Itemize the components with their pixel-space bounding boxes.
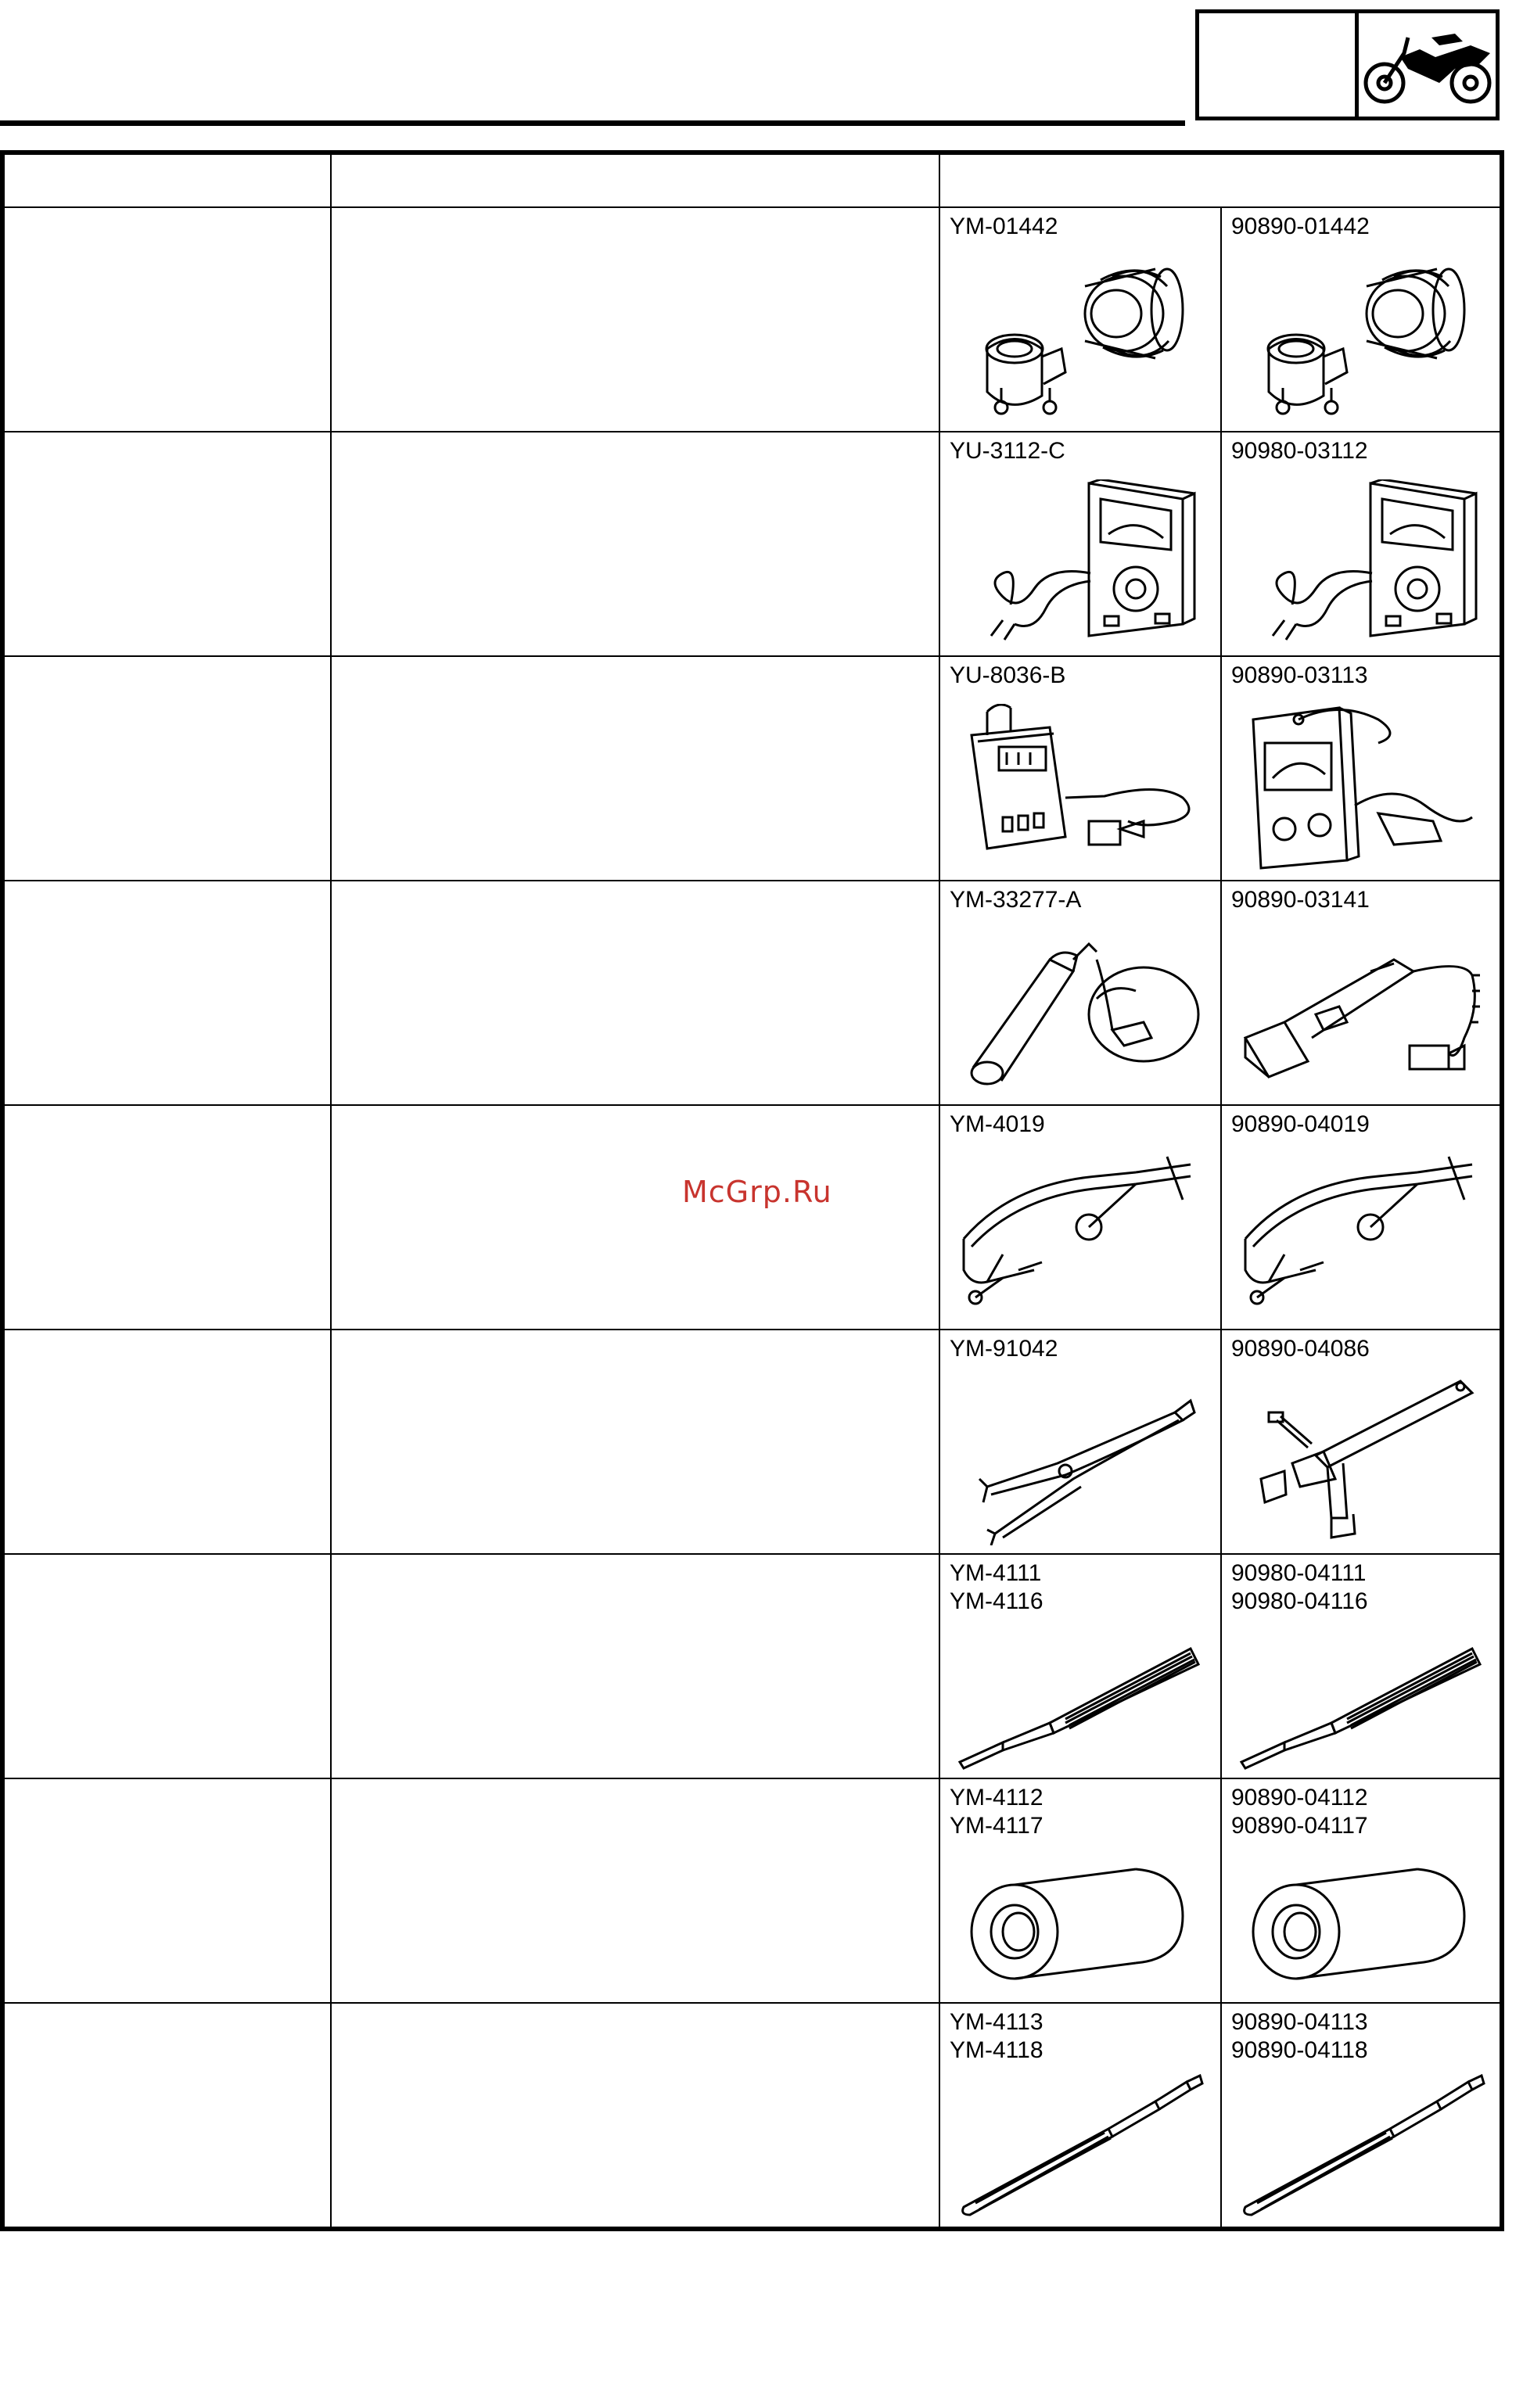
part-number-line: 90890-01442 <box>1231 214 1370 239</box>
fork-seal-driver-icon <box>956 255 1206 423</box>
part-number-line: YU-3112-C <box>950 438 1065 464</box>
tool-name-cell <box>2 207 331 432</box>
part-number-line: YM-01442 <box>950 214 1058 239</box>
part-number-line: YM-4111 <box>950 1560 1042 1586</box>
tool-description-cell <box>331 1778 939 2003</box>
tool-name-cell <box>2 1554 331 1778</box>
intl-part-number-cell <box>1221 1554 1502 1778</box>
part-number-line: 90890-04118 <box>1231 2037 1368 2063</box>
motorcycle-icon-box <box>1359 13 1496 117</box>
table-row <box>2 207 1502 432</box>
part-number-line: 90980-04116 <box>1231 1588 1368 1614</box>
intl-part-number <box>1231 437 1368 465</box>
us-part-number-cell <box>939 1330 1221 1554</box>
part-number-line: YM-4116 <box>950 1588 1043 1614</box>
tool-name-cell <box>2 432 331 656</box>
us-part-number-cell <box>939 1105 1221 1330</box>
us-part-number <box>950 662 1065 690</box>
table-row <box>2 1778 1502 2003</box>
intl-part-number <box>1231 1111 1370 1139</box>
us-part-number-cell <box>939 881 1221 1105</box>
tool-name-cell <box>2 881 331 1105</box>
header-cell-1 <box>2 153 331 207</box>
timing-light-icon <box>1237 928 1488 1096</box>
part-number-line: YM-4019 <box>950 1111 1045 1137</box>
part-number-line: 90980-04111 <box>1231 1560 1367 1586</box>
valve-guide-remover-icon <box>1237 1602 1488 1770</box>
us-part-number <box>950 1111 1045 1139</box>
valve-guide-reamer-icon <box>1237 2051 1488 2219</box>
us-part-number-cell <box>939 656 1221 881</box>
valve-guide-installer-icon <box>956 1826 1206 1994</box>
valve-guide-remover-icon <box>956 1602 1206 1770</box>
intl-part-number-cell <box>1221 207 1502 432</box>
timing-light-icon <box>956 928 1206 1096</box>
intl-part-number-cell <box>1221 432 1502 656</box>
tool-description-cell <box>331 1105 939 1330</box>
table-row <box>2 656 1502 881</box>
us-part-number <box>950 1335 1058 1363</box>
header-rule <box>0 120 1185 126</box>
part-number-line: YM-4117 <box>950 1813 1043 1839</box>
pocket-tester-icon <box>956 479 1206 648</box>
intl-part-number <box>1231 1335 1370 1363</box>
tachometer-icon <box>956 704 1206 872</box>
tool-description-cell <box>331 881 939 1105</box>
valve-guide-reamer-icon <box>956 2051 1206 2219</box>
us-part-number-cell <box>939 432 1221 656</box>
us-part-number-cell <box>939 2003 1221 2229</box>
clutch-holder-icon <box>956 1377 1206 1545</box>
part-number-line: 90890-03141 <box>1231 887 1370 913</box>
intl-part-number <box>1231 886 1370 914</box>
us-part-number-cell <box>939 1778 1221 2003</box>
part-number-line: YM-4118 <box>950 2037 1043 2063</box>
tool-description-cell <box>331 432 939 656</box>
table-row <box>2 1554 1502 1778</box>
tool-description-cell <box>331 207 939 432</box>
us-part-number <box>950 886 1081 914</box>
table-row <box>2 1330 1502 1554</box>
valve-spring-compressor-icon <box>956 1153 1206 1321</box>
part-number-line: YM-4112 <box>950 1785 1043 1810</box>
part-number-line: 90890-04086 <box>1231 1336 1370 1362</box>
table-row <box>2 881 1502 1105</box>
part-number-line: 90890-04112 <box>1231 1785 1368 1810</box>
us-part-number <box>950 213 1058 241</box>
intl-part-number-cell <box>1221 1778 1502 2003</box>
valve-guide-installer-icon <box>1237 1826 1488 1994</box>
tachometer-icon <box>1237 704 1488 872</box>
pocket-tester-icon <box>1237 479 1488 648</box>
part-number-line: YM-33277-A <box>950 887 1082 913</box>
header-cell-2 <box>331 153 939 207</box>
tool-description-cell <box>331 1554 939 1778</box>
chapter-badge <box>1195 9 1500 120</box>
tool-description-cell <box>331 656 939 881</box>
tool-description-cell <box>331 1330 939 1554</box>
tool-name-cell <box>2 1330 331 1554</box>
part-number-line: 90890-04019 <box>1231 1111 1370 1137</box>
tool-name-cell <box>2 1778 331 2003</box>
us-part-number <box>950 437 1065 465</box>
tool-name-cell <box>2 656 331 881</box>
intl-part-number-cell <box>1221 881 1502 1105</box>
intl-part-number-cell <box>1221 1330 1502 1554</box>
part-number-line: 90890-04113 <box>1231 2009 1368 2035</box>
part-number-line: YM-91042 <box>950 1336 1058 1362</box>
clutch-holder-icon <box>1237 1377 1488 1545</box>
table-row <box>2 432 1502 656</box>
tool-name-cell <box>2 1105 331 1330</box>
part-number-line: YU-8036-B <box>950 662 1066 688</box>
tool-name-cell <box>2 2003 331 2229</box>
intl-part-number-cell <box>1221 2003 1502 2229</box>
intl-part-number <box>1231 213 1370 241</box>
fork-seal-driver-icon <box>1237 255 1488 423</box>
tool-description-cell <box>331 2003 939 2229</box>
intl-part-number <box>1231 662 1368 690</box>
motorcycle-icon <box>1361 22 1494 108</box>
table-row <box>2 1105 1502 1330</box>
intl-part-number-cell <box>1221 1105 1502 1330</box>
us-part-number-cell <box>939 1554 1221 1778</box>
part-number-line: YM-4113 <box>950 2009 1043 2035</box>
chapter-badge-empty-box <box>1199 13 1359 117</box>
table-header-row <box>2 153 1502 207</box>
valve-spring-compressor-icon <box>1237 1153 1488 1321</box>
watermark-text: McGrp.Ru <box>682 1175 832 1209</box>
part-number-line: 90980-03112 <box>1231 438 1368 464</box>
part-number-line: 90890-04117 <box>1231 1813 1368 1839</box>
part-number-line: 90890-03113 <box>1231 662 1368 688</box>
table-row <box>2 2003 1502 2229</box>
header-cell-3 <box>939 153 1502 207</box>
intl-part-number-cell <box>1221 656 1502 881</box>
us-part-number-cell <box>939 207 1221 432</box>
